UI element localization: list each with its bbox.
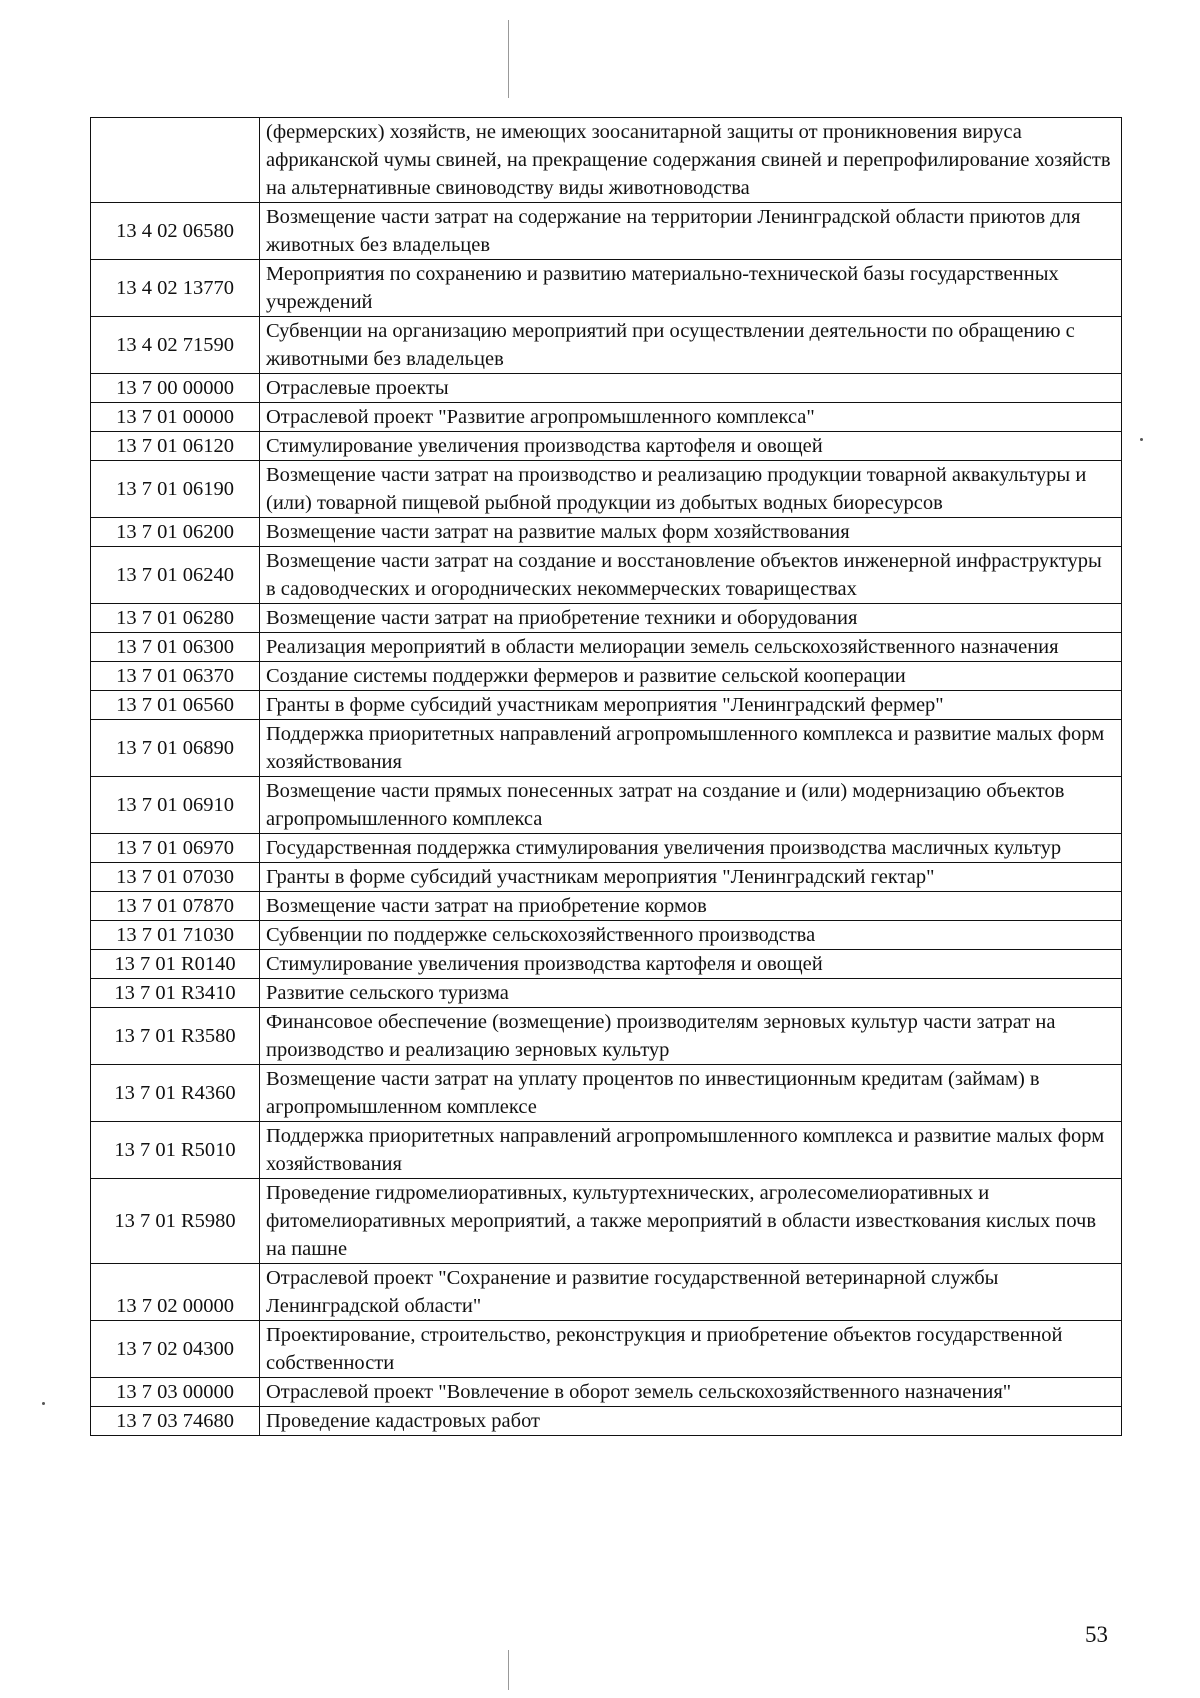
table-row <box>91 518 1122 547</box>
table-row <box>91 1179 1122 1264</box>
budget-code-cell: 13 7 01 06970 <box>91 834 260 863</box>
table-row <box>91 118 1122 203</box>
description-cell: Возмещение части затрат на производство и реализацию продукции товарной аквакультуры и (или) товарной пищевой рыбной продукции из добытых водных биоресурсов <box>260 461 1122 518</box>
budget-code-cell: 13 4 02 13770 <box>91 260 260 317</box>
table-row <box>91 432 1122 461</box>
scan-speck <box>42 1402 45 1405</box>
table-row <box>91 720 1122 777</box>
page-number: 53 <box>1085 1622 1108 1647</box>
description-cell: Возмещение части затрат на развитие малых форм хозяйствования <box>260 518 1122 547</box>
budget-code-cell: 13 7 01 07030 <box>91 863 260 892</box>
description-cell: Субвенции по поддержке сельскохозяйственного производства <box>260 921 1122 950</box>
table-row <box>91 374 1122 403</box>
table-row <box>91 403 1122 432</box>
table-row <box>91 1407 1122 1436</box>
description-cell: Финансовое обеспечение (возмещение) производителям зерновых культур части затрат на производство и реализацию зерновых культур <box>260 1008 1122 1065</box>
budget-code-cell: 13 7 01 71030 <box>91 921 260 950</box>
budget-code-cell: 13 7 02 00000 <box>91 1264 260 1321</box>
table-row <box>91 1008 1122 1065</box>
description-cell: Поддержка приоритетных направлений агропромышленного комплекса и развитие малых форм хозяйствования <box>260 1122 1122 1179</box>
budget-code-cell: 13 7 01 06200 <box>91 518 260 547</box>
description-cell: Субвенции на организацию мероприятий при осуществлении деятельности по обращению с животными без владельцев <box>260 317 1122 374</box>
budget-code-cell: 13 7 01 06370 <box>91 662 260 691</box>
table-row <box>91 1321 1122 1378</box>
table-row <box>91 260 1122 317</box>
table-row <box>91 1065 1122 1122</box>
description-cell: Гранты в форме субсидий участникам мероприятия "Ленинградский гектар" <box>260 863 1122 892</box>
description-cell: Стимулирование увеличения производства картофеля и овощей <box>260 950 1122 979</box>
description-cell: Мероприятия по сохранению и развитию материально-технической базы государственных учреждений <box>260 260 1122 317</box>
description-cell: Проектирование, строительство, реконструкция и приобретение объектов государственной собственности <box>260 1321 1122 1378</box>
description-cell: Возмещение части затрат на содержание на территории Ленинградской области приютов для животных без владельцев <box>260 203 1122 260</box>
budget-code-cell: 13 7 01 06240 <box>91 547 260 604</box>
description-cell: Проведение гидромелиоративных, культуртехнических, агролесомелиоративных и фитомелиоративных мероприятий, а также мероприятий в области известкования кислых почв на пашне <box>260 1179 1122 1264</box>
table-row <box>91 863 1122 892</box>
budget-code-cell: 13 7 01 06280 <box>91 604 260 633</box>
table-row <box>91 950 1122 979</box>
table-row <box>91 604 1122 633</box>
budget-code-cell: 13 7 01 06560 <box>91 691 260 720</box>
table-row <box>91 203 1122 260</box>
budget-code-cell: 13 4 02 71590 <box>91 317 260 374</box>
budget-code-cell: 13 7 01 R0140 <box>91 950 260 979</box>
description-cell: Отраслевой проект "Вовлечение в оборот земель сельскохозяйственного назначения" <box>260 1378 1122 1407</box>
table-row <box>91 1122 1122 1179</box>
description-cell: Возмещение части прямых понесенных затрат на создание и (или) модернизацию объектов агропромышленного комплекса <box>260 777 1122 834</box>
description-cell: Возмещение части затрат на приобретение кормов <box>260 892 1122 921</box>
table-row <box>91 979 1122 1008</box>
description-cell: Создание системы поддержки фермеров и развитие сельской кооперации <box>260 662 1122 691</box>
budget-code-cell <box>91 118 260 203</box>
budget-code-cell: 13 7 01 R5980 <box>91 1179 260 1264</box>
description-cell: Возмещение части затрат на уплату процентов по инвестиционным кредитам (займам) в агропромышленном комплексе <box>260 1065 1122 1122</box>
table-row <box>91 633 1122 662</box>
budget-code-cell: 13 7 01 00000 <box>91 403 260 432</box>
table-row <box>91 777 1122 834</box>
budget-code-cell: 13 7 01 06300 <box>91 633 260 662</box>
scan-fold-mark-top <box>508 20 509 98</box>
table-row <box>91 892 1122 921</box>
budget-code-cell: 13 7 02 04300 <box>91 1321 260 1378</box>
description-cell: Поддержка приоритетных направлений агропромышленного комплекса и развитие малых форм хозяйствования <box>260 720 1122 777</box>
budget-code-cell: 13 7 01 R3580 <box>91 1008 260 1065</box>
description-cell: Развитие сельского туризма <box>260 979 1122 1008</box>
table-row <box>91 1378 1122 1407</box>
description-cell: Возмещение части затрат на приобретение техники и оборудования <box>260 604 1122 633</box>
budget-code-cell: 13 7 01 06190 <box>91 461 260 518</box>
description-cell: Проведение кадастровых работ <box>260 1407 1122 1436</box>
table-row <box>91 1264 1122 1321</box>
description-cell: Государственная поддержка стимулирования увеличения производства масличных культур <box>260 834 1122 863</box>
table-row <box>91 662 1122 691</box>
description-cell: Отраслевой проект "Сохранение и развитие государственной ветеринарной службы Ленинградской области" <box>260 1264 1122 1321</box>
budget-code-cell: 13 7 01 06890 <box>91 720 260 777</box>
description-cell: (фермерских) хозяйств, не имеющих зоосанитарной защиты от проникновения вируса африканской чумы свиней, на прекращение содержания свиней и перепрофилирование хозяйств на альтернативные свиноводству виды животноводства <box>260 118 1122 203</box>
budget-code-table <box>90 117 1122 1436</box>
budget-code-cell: 13 7 00 00000 <box>91 374 260 403</box>
description-cell: Стимулирование увеличения производства картофеля и овощей <box>260 432 1122 461</box>
table-row <box>91 834 1122 863</box>
table-row <box>91 317 1122 374</box>
description-cell: Реализация мероприятий в области мелиорации земель сельскохозяйственного назначения <box>260 633 1122 662</box>
budget-code-cell: 13 7 03 74680 <box>91 1407 260 1436</box>
table-row <box>91 547 1122 604</box>
scan-speck <box>1140 438 1143 441</box>
description-cell: Возмещение части затрат на создание и восстановление объектов инженерной инфраструктуры в садоводческих и огороднических некоммерческих товариществах <box>260 547 1122 604</box>
budget-code-cell: 13 7 01 R5010 <box>91 1122 260 1179</box>
table-row <box>91 921 1122 950</box>
table-row <box>91 691 1122 720</box>
budget-code-cell: 13 7 01 R3410 <box>91 979 260 1008</box>
budget-code-cell: 13 7 03 00000 <box>91 1378 260 1407</box>
budget-code-cell: 13 7 01 06120 <box>91 432 260 461</box>
budget-code-cell: 13 4 02 06580 <box>91 203 260 260</box>
description-cell: Отраслевые проекты <box>260 374 1122 403</box>
budget-code-cell: 13 7 01 06910 <box>91 777 260 834</box>
table-row <box>91 461 1122 518</box>
budget-code-cell: 13 7 01 R4360 <box>91 1065 260 1122</box>
description-cell: Отраслевой проект "Развитие агропромышленного комплекса" <box>260 403 1122 432</box>
description-cell: Гранты в форме субсидий участникам мероприятия "Ленинградский фермер" <box>260 691 1122 720</box>
scan-fold-mark-bottom <box>508 1650 509 1690</box>
budget-code-cell: 13 7 01 07870 <box>91 892 260 921</box>
